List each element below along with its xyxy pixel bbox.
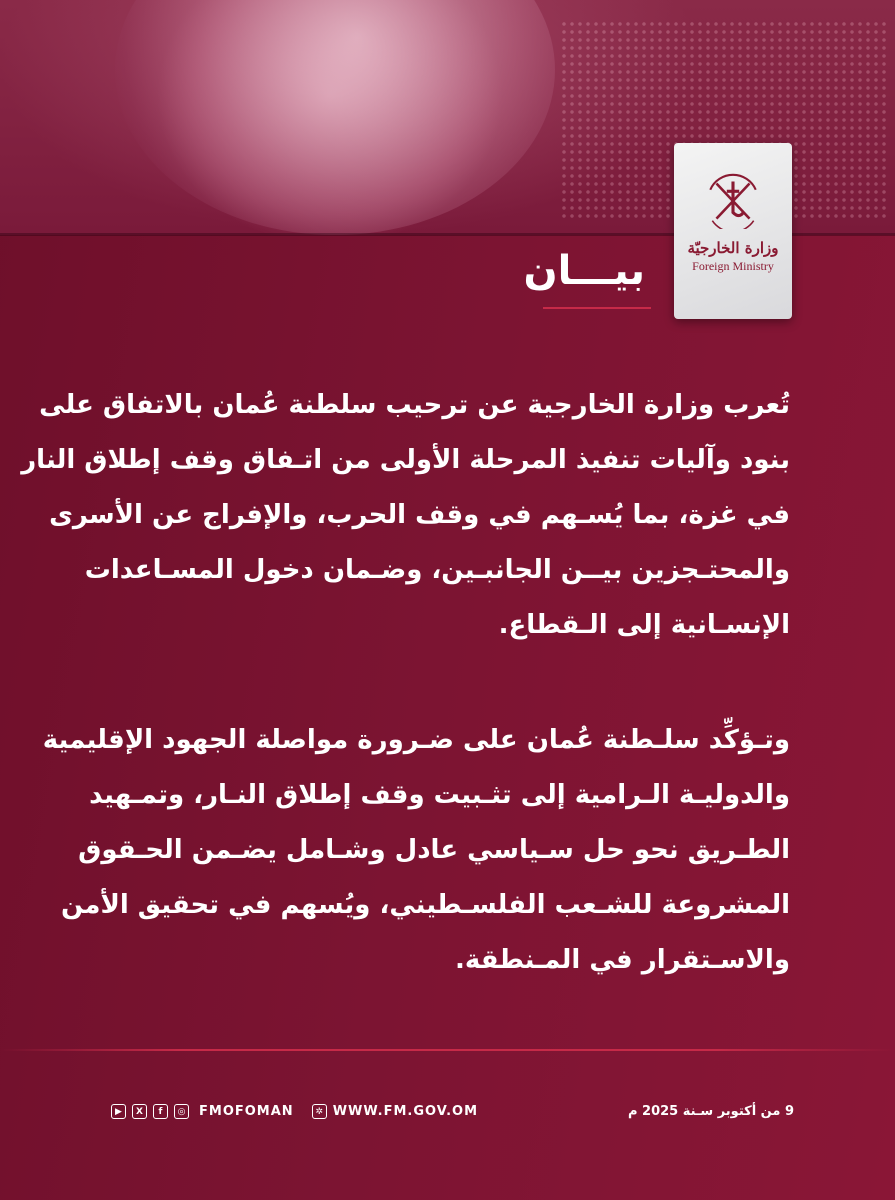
instagram-icon[interactable]: ◎: [174, 1104, 189, 1119]
footer-divider: [0, 1049, 895, 1051]
youtube-icon[interactable]: ▶: [111, 1104, 126, 1119]
social-handle[interactable]: FMOFOMAN: [199, 1104, 294, 1119]
text-line: والمحتـجزين بيــن الجانبـين، وضـمان دخول المسـاعدات: [84, 555, 790, 585]
title-underline: [543, 307, 651, 309]
logo-english-text: Foreign Ministry: [692, 259, 774, 273]
foreign-ministry-logo: [674, 143, 792, 319]
globe-graphic: [115, 0, 555, 235]
text-line: وتـؤكِّد سلـطنة عُمان على ضـرورة مواصلة الجهود الإقليمية: [42, 725, 790, 755]
x-icon[interactable]: X: [132, 1104, 147, 1119]
website-icon: ✲: [312, 1104, 327, 1119]
paragraph-1: [21, 378, 790, 653]
text-line: الإنسـانية إلى الـقطاع.: [498, 610, 790, 640]
paragraph-2: [42, 713, 790, 988]
text-line: المشروعة للشـعب الفلسـطيني، ويُسهم في تحقيق الأمن: [60, 890, 790, 920]
text-line: في غزة، بما يُسـهم في وقف الحرب، والإفراج عن الأسرى: [49, 500, 790, 530]
oman-emblem-icon: [702, 167, 764, 229]
text-line: والدوليـة الـرامية إلى تثـبيت وقف إطلاق النـار، وتمـهيد: [89, 780, 790, 810]
text-line: والاسـتقرار في المـنطقة.: [455, 945, 790, 975]
footer-links: [111, 1104, 478, 1119]
footer-date: 9 من أكتوبر سـنة 2025 م: [627, 1104, 794, 1119]
text-line: الطـريق نحو حل سـياسي عادل وشـامل يضـمن الحـقوق: [78, 835, 790, 865]
text-line: بنود وآليات تنفيذ المرحلة الأولى من اتـفاق وقف إطلاق النار: [21, 445, 790, 475]
facebook-icon[interactable]: f: [153, 1104, 168, 1119]
logo-arabic-text: وزارة الخارجيّة: [687, 239, 779, 257]
page-title: بيـــان: [523, 248, 645, 294]
text-line: تُعرب وزارة الخارجية عن ترحيب سلطنة عُمان بالاتفاق على: [39, 390, 790, 420]
website-link[interactable]: WWW.FM.GOV.OM: [332, 1104, 479, 1119]
